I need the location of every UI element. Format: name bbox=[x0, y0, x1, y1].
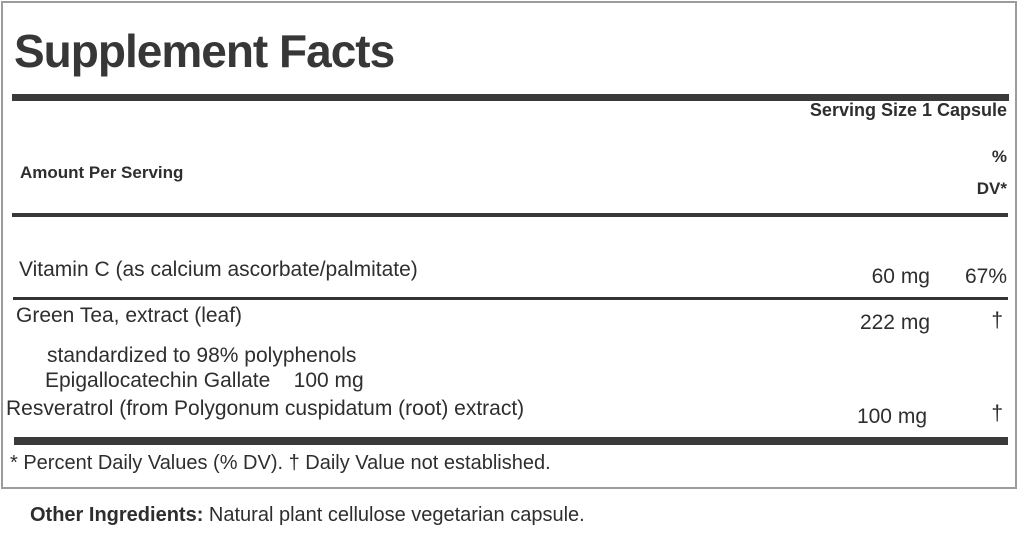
nutrient-subtext-standardized: standardized to 98% polyphenols bbox=[47, 344, 357, 367]
other-ingredients-label: Other Ingredients: bbox=[30, 504, 204, 526]
nutrient-name-green-tea: Green Tea, extract (leaf) bbox=[16, 304, 243, 327]
nutrient-amount-vitamin-c: 60 mg bbox=[871, 265, 930, 288]
nutrient-dv-green-tea: † bbox=[991, 309, 1003, 332]
nutrient-subtext-egcg: Epigallocatechin Gallate 100 mg bbox=[45, 369, 364, 392]
nutrient-dv-resveratrol: † bbox=[991, 402, 1003, 425]
column-header-amount-per-serving: Amount Per Serving bbox=[20, 163, 184, 182]
nutrient-name-vitamin-c: Vitamin C (as calcium ascorbate/palmitate) bbox=[19, 258, 418, 281]
footnote: * Percent Daily Values (% DV). † Daily Value not established. bbox=[10, 452, 551, 474]
divider-medium-header bbox=[12, 213, 1008, 217]
nutrient-dv-vitamin-c: 67% bbox=[964, 265, 1007, 288]
column-header-dv: DV* bbox=[976, 179, 1007, 198]
nutrient-amount-green-tea: 222 mg bbox=[859, 311, 930, 334]
divider-thick-bottom bbox=[14, 437, 1008, 445]
other-ingredients-text: Natural plant cellulose vegetarian capsule. bbox=[203, 504, 585, 526]
label-title: Supplement Facts bbox=[14, 25, 395, 77]
other-ingredients bbox=[30, 503, 585, 527]
column-header-percent: % bbox=[991, 147, 1007, 166]
divider-thin-row bbox=[13, 297, 1008, 300]
nutrient-amount-resveratrol: 100 mg bbox=[856, 405, 927, 428]
serving-size: Serving Size 1 Capsule bbox=[809, 100, 1007, 120]
nutrient-name-resveratrol: Resveratrol (from Polygonum cuspidatum (root) extract) bbox=[6, 397, 525, 420]
